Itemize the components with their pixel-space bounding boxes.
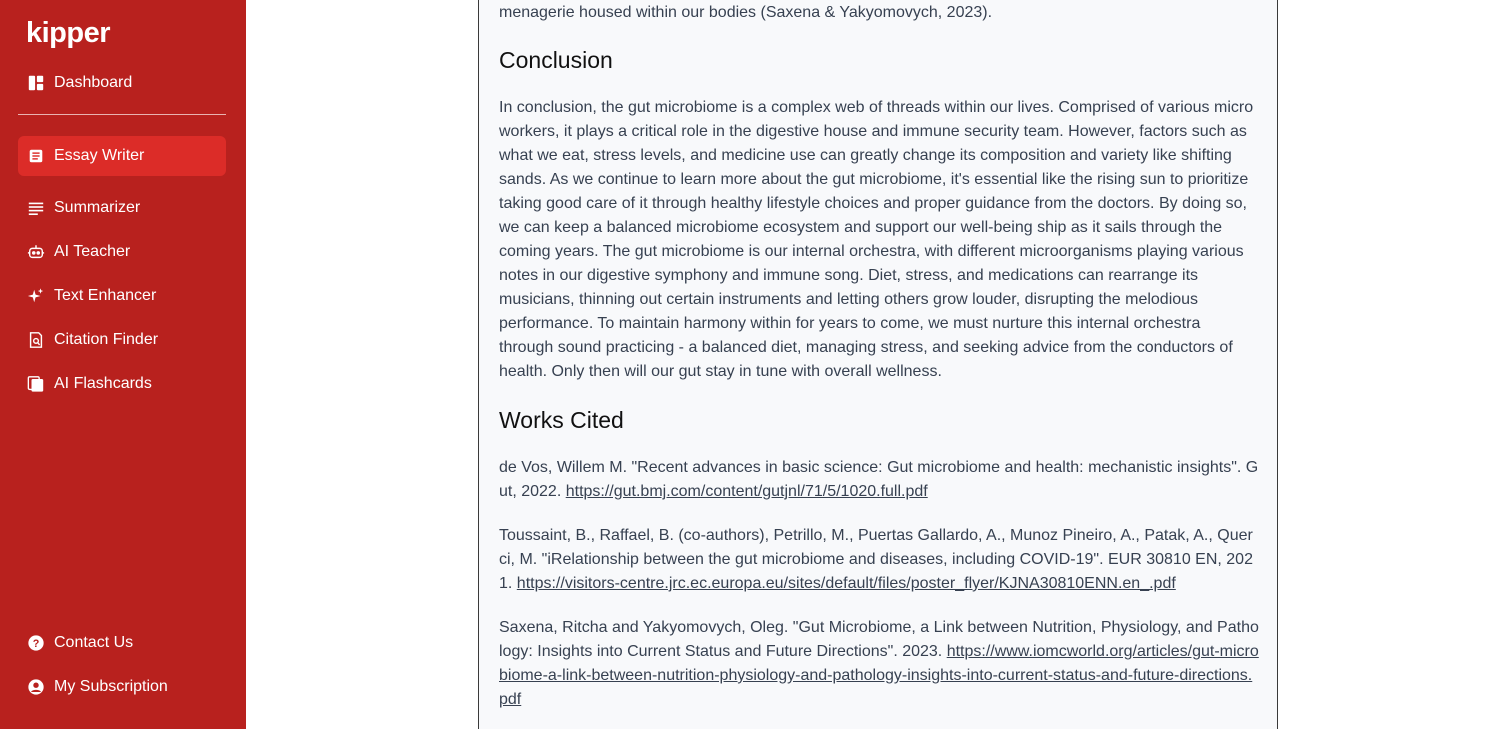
sidebar-item-essay-writer[interactable] [18, 136, 226, 176]
citation-link[interactable]: https://visitors-centre.jrc.ec.europa.eu/sites/default/files/poster_flyer/KJNA30810ENN.en_.pdf [516, 575, 1176, 592]
sidebar-item-label: AI Teacher [54, 243, 131, 260]
svg-text:?: ? [32, 637, 40, 650]
citation-item [499, 524, 1259, 596]
essay-icon [26, 146, 46, 166]
citation-item [499, 616, 1259, 712]
conclusion-heading: Conclusion [499, 47, 613, 73]
citation-text: de Vos, Willem M. "Recent advances in basic science: Gut microbiome and health: mechanistic insights". Gut, 2022. [499, 459, 1259, 500]
sidebar-item-label: My Subscription [54, 678, 168, 695]
dashboard-icon [26, 73, 46, 93]
sidebar-item-dashboard[interactable] [18, 63, 226, 103]
essay-document [478, 0, 1278, 729]
robot-icon [26, 242, 46, 262]
kipper-logo[interactable]: kipper [26, 17, 111, 49]
sidebar-item-citation-finder[interactable] [18, 320, 226, 360]
sidebar-item-label: Summarizer [54, 199, 141, 216]
sidebar-item-label: Text Enhancer [54, 287, 157, 304]
sidebar-item-label: Essay Writer [54, 147, 145, 164]
flashcards-icon [26, 374, 46, 394]
citation-text: Toussaint, B., Raffael, B. (co-authors), Petrillo, M., Puertas Gallardo, A., Munoz Pineiro, A., Patak, A., Querci, M. "iRelationship between the gut microbiome and diseases, including COVID-19". EUR 30810 EN, 2021. [499, 527, 1253, 592]
sidebar-item-summarizer[interactable] [18, 188, 226, 228]
help-icon [26, 633, 46, 653]
sidebar-item-label: Contact Us [54, 634, 134, 651]
sidebar-item-label: Citation Finder [54, 331, 159, 348]
conclusion-paragraph: In conclusion, the gut microbiome is a complex web of threads within our lives. Comprised of various micro workers, it plays a critical role in the digestive house and immune security team. However, factors such as what we eat, stress levels, and medicine use can greatly change its composition and variety like shifting sands. As we continue to learn more about the gut microbiome, it's essential like the rising sun to prioritize taking good care of it through healthy lifestyle choices and proper guidance from the doctors. By doing so, we can keep a balanced microbiome ecosystem and support our well-being ship as it sails through the coming years. The gut microbiome is our internal orchestra, with different microorganisms playing various notes in our digestive symphony and immune song. Diet, stress, and medications can rearrange its musicians, thinning out certain instruments and letting others grow louder, disrupting the melodious performance. To maintain harmony within for years to come, we must nurture this internal orchestra through sound practicing - a balanced diet, managing stress, and seeking advice from the conductors of health. Only then will our gut stay in tune with overall wellness. [499, 99, 1254, 380]
lines-icon [26, 198, 46, 218]
citation-link[interactable]: https://www.iomcworld.org/articles/gut-microbiome-a-link-between-nutrition-physiology-and-pathology-insights-into-current-status-and-future-directions.pdf [499, 643, 1259, 708]
sidebar-item-label: AI Flashcards [54, 375, 152, 392]
works-cited-heading: Works Cited [499, 407, 624, 433]
sidebar-divider [18, 114, 226, 115]
sidebar-item-contact-us[interactable] [18, 623, 226, 663]
document-search-icon [26, 330, 46, 350]
citation-text: Saxena, Ritcha and Yakyomovych, Oleg. "Gut Microbiome, a Link between Nutrition, Physiology, and Pathology: Insights into Current Status and Future Directions". 2023. [499, 619, 1259, 660]
sparkles-icon [26, 286, 46, 306]
essay-paragraph-intro-tail: menagerie housed within our bodies (Saxena & Yakyomovych, 2023). [499, 4, 993, 21]
sidebar-item-label: Dashboard [54, 74, 133, 91]
sidebar-item-ai-flashcards[interactable] [18, 364, 226, 404]
user-circle-icon [26, 677, 46, 697]
sidebar [0, 0, 246, 729]
sidebar-item-my-subscription[interactable] [18, 667, 226, 707]
citation-item [499, 456, 1259, 504]
sidebar-item-ai-teacher[interactable] [18, 232, 226, 272]
sidebar-item-text-enhancer[interactable] [18, 276, 226, 316]
citation-link[interactable]: https://gut.bmj.com/content/gutjnl/71/5/1020.full.pdf [565, 483, 928, 500]
